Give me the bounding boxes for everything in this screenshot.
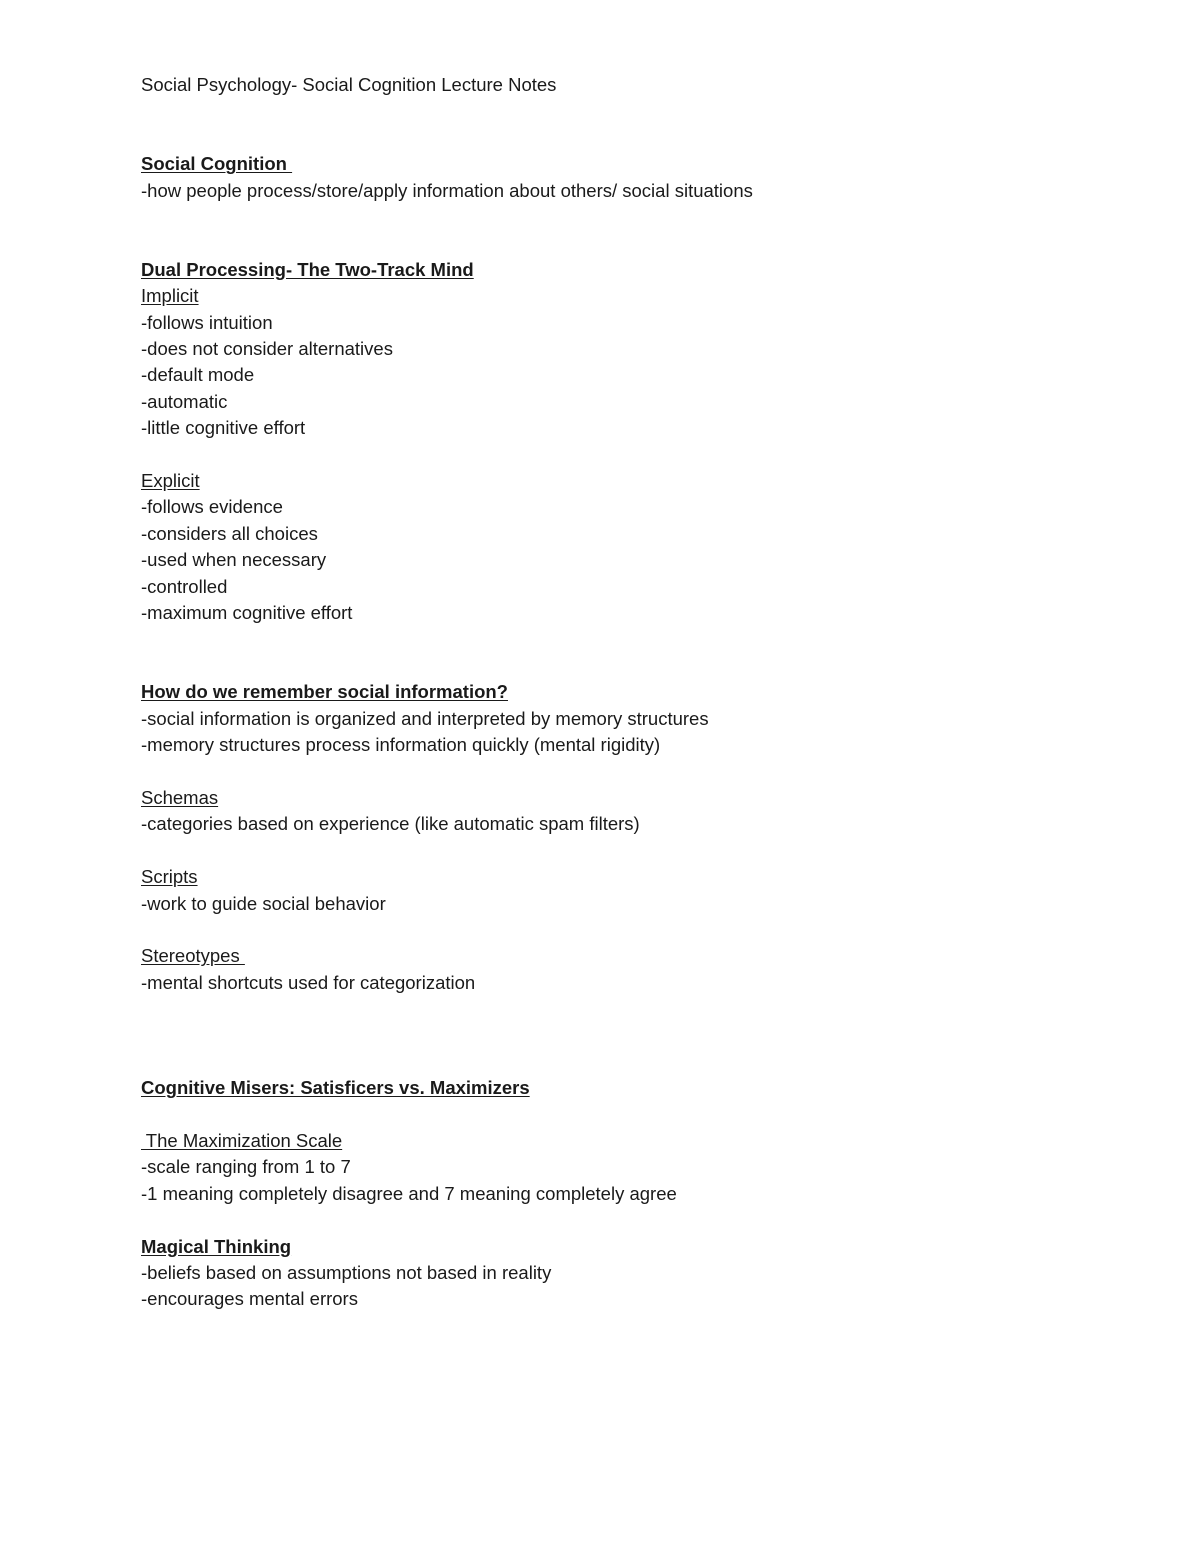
subheading-implicit: Implicit [141, 285, 199, 307]
note-line: -used when necessary [141, 549, 327, 571]
note-line: -little cognitive effort [141, 417, 306, 439]
note-line: -follows intuition [141, 311, 273, 333]
note-line: -encourages mental errors [141, 1288, 358, 1310]
note-line: -mental shortcuts used for categorization [141, 971, 476, 993]
note-line: -controlled [141, 575, 228, 597]
note-line: -does not consider alternatives [141, 338, 393, 360]
subheading-scripts: Scripts [141, 866, 198, 888]
note-line: -considers all choices [141, 522, 318, 544]
note-line: -scale ranging from 1 to 7 [141, 1156, 351, 1178]
heading-magical-thinking: Magical Thinking [141, 1235, 292, 1257]
document-body [141, 72, 1121, 1313]
heading-dual-processing: Dual Processing- The Two-Track Mind [141, 258, 474, 280]
subheading-schemas: Schemas [141, 786, 219, 808]
note-line: -maximum cognitive effort [141, 602, 353, 624]
note-line: -social information is organized and interpreted by memory structures [141, 707, 709, 729]
note-line: -automatic [141, 390, 228, 412]
note-line: -follows evidence [141, 496, 283, 518]
note-line: -beliefs based on assumptions not based in reality [141, 1261, 552, 1283]
document-title: Social Psychology- Social Cognition Lecture Notes [141, 74, 557, 95]
heading-memory: How do we remember social information? [141, 681, 508, 703]
subheading-explicit: Explicit [141, 470, 200, 492]
note-line: -memory structures process information quickly (mental rigidity) [141, 734, 661, 756]
note-line: -work to guide social behavior [141, 892, 386, 914]
subheading-maximization-scale: The Maximization Scale [141, 1129, 343, 1151]
note-line: -categories based on experience (like automatic spam filters) [141, 813, 640, 835]
heading-cognitive-misers: Cognitive Misers: Satisficers vs. Maximizers [141, 1077, 530, 1099]
note-line: -how people process/store/apply information about others/ social situations [141, 179, 753, 201]
note-line: -1 meaning completely disagree and 7 meaning completely agree [141, 1182, 677, 1204]
subheading-stereotypes: Stereotypes [141, 945, 245, 967]
heading-social-cognition: Social Cognition [141, 153, 293, 175]
note-line: -default mode [141, 364, 255, 386]
